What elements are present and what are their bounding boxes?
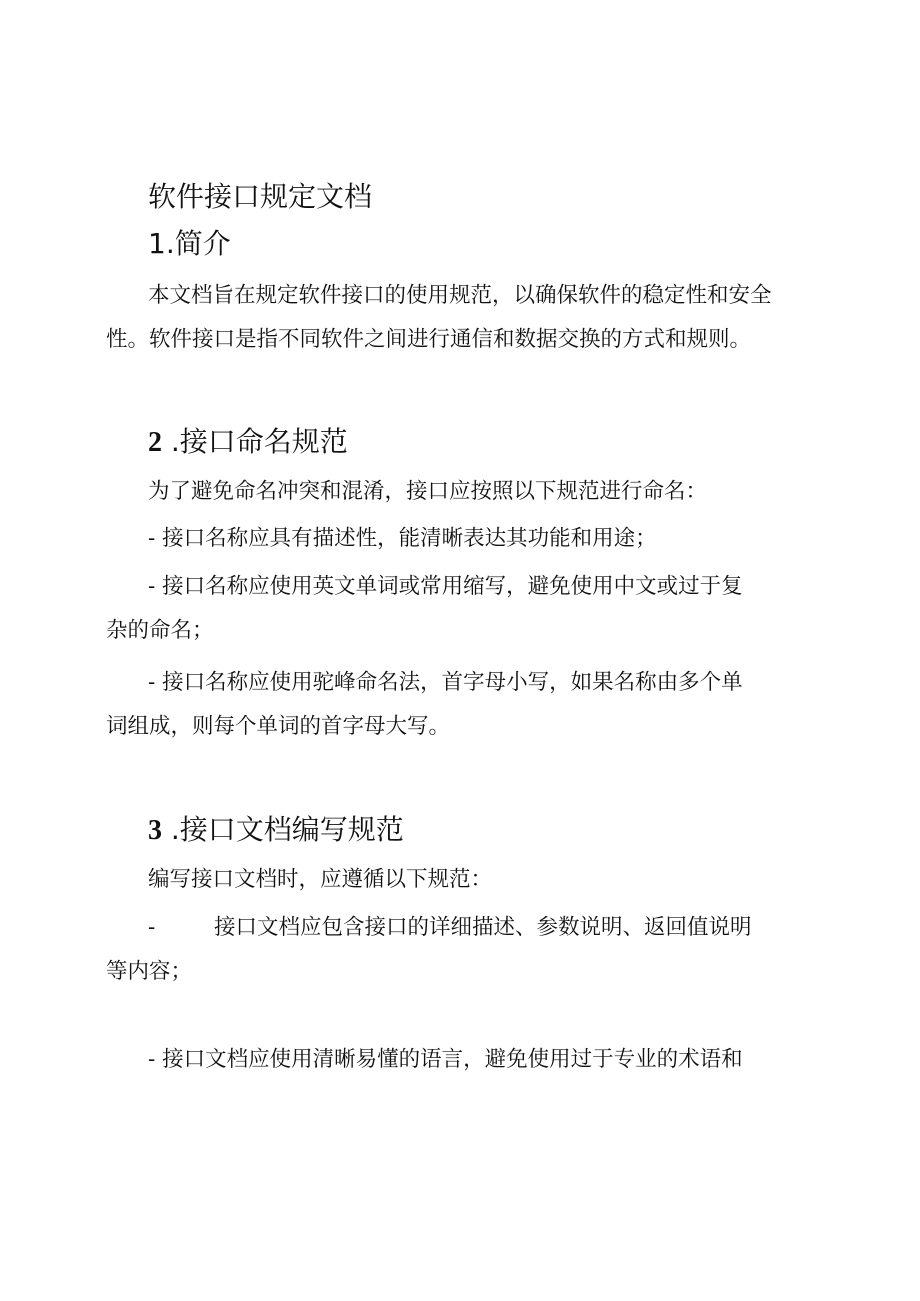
list-item-text: 接口名称应使用英文单词或常用缩写，避免使用中文或过于复 <box>162 574 743 599</box>
section-2-heading <box>148 424 348 461</box>
list-item-text: 接口文档应使用清晰易懂的语言，避免使用过于专业的术语和 <box>162 1047 743 1072</box>
section-1-paragraph <box>106 274 772 362</box>
list-dash: - <box>148 915 156 940</box>
list-dash: - <box>148 1047 156 1072</box>
section-heading-text: .接口命名规范 <box>170 425 348 458</box>
section-3-intro: 编写接口文档时，应遵循以下规范： <box>148 867 493 892</box>
list-item <box>148 517 657 561</box>
list-item <box>106 906 752 994</box>
section-number: 3 <box>148 815 162 846</box>
document-title: 软件接口规定文档 <box>148 180 373 213</box>
section-heading-text: .接口文档编写规范 <box>170 813 404 846</box>
list-item-continuation: 杂的命名； <box>106 618 214 643</box>
list-item-text: 接口名称应具有描述性，能清晰表达其功能和用途； <box>162 526 657 551</box>
paragraph-line: 本文档旨在规定软件接口的使用规范，以确保软件的稳定性和安全 <box>148 283 772 308</box>
section-number: 2 <box>148 427 162 458</box>
section-2-intro: 为了避免命名冲突和混淆，接口应按照以下规范进行命名： <box>148 479 708 504</box>
list-item-text: 接口名称应使用驼峰命名法，首字母小写，如果名称由多个单 <box>162 670 743 695</box>
list-item <box>106 661 743 749</box>
list-item <box>106 565 743 653</box>
section-1-heading: 1.简介 <box>148 227 231 260</box>
list-item-text: 接口文档应包含接口的详细描述、参数说明、返回值说明 <box>214 915 752 940</box>
list-dash: - <box>148 526 156 551</box>
list-dash: - <box>148 574 156 599</box>
list-dash: - <box>148 670 156 695</box>
list-item <box>148 1038 743 1082</box>
paragraph-line: 性。软件接口是指不同软件之间进行通信和数据交换的方式和规则。 <box>106 327 752 352</box>
list-item-continuation: 词组成，则每个单词的首字母大写。 <box>106 714 451 739</box>
section-3-heading <box>148 812 404 849</box>
list-item-continuation: 等内容； <box>106 959 193 984</box>
